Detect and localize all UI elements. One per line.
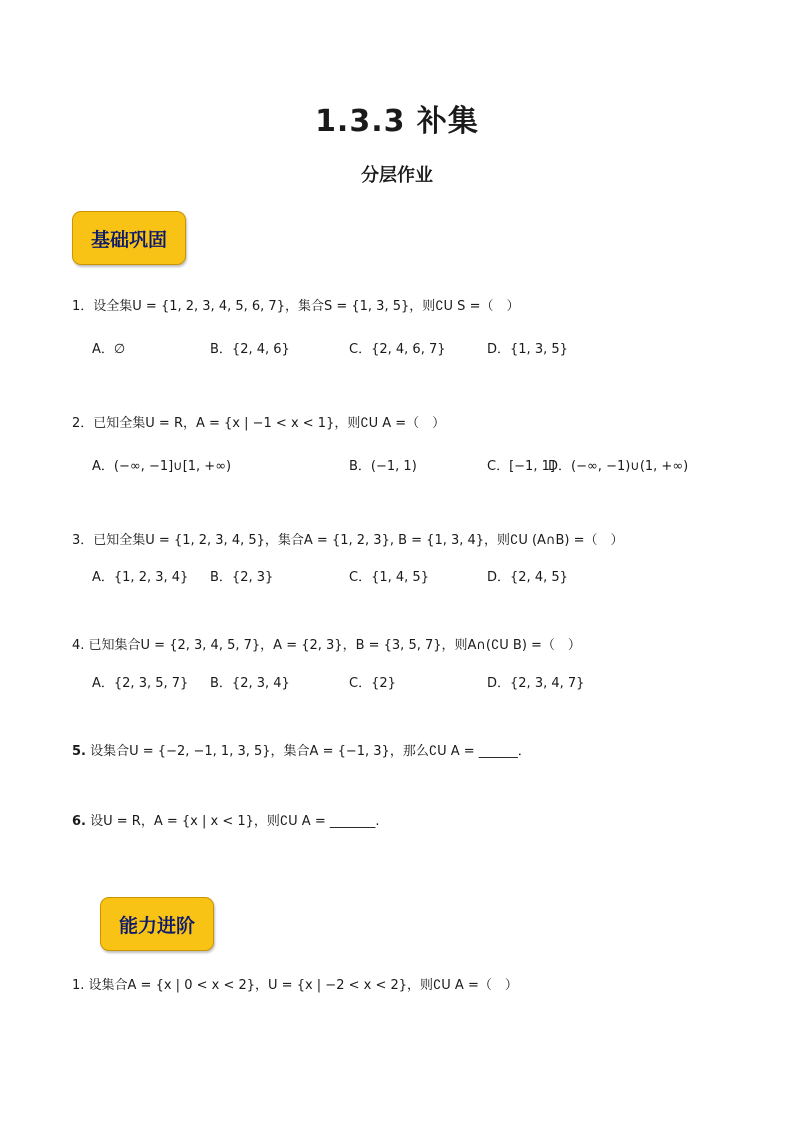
q4-option-c: C．{2} <box>349 676 396 691</box>
q4-option-a: A．{2, 3, 5, 7} <box>92 676 189 691</box>
section-badge-advanced: 能力进阶 <box>100 897 214 951</box>
q2-option-a: A．(−∞, −1]∪[1, +∞) <box>92 459 232 474</box>
question-6 <box>72 810 379 829</box>
q1-option-d: D．{1, 3, 5} <box>487 342 568 357</box>
question-3: 3．已知全集U = {1, 2, 3, 4, 5}，集合A = {1, 2, 3}, B = {1, 3, 4}，则∁U (A∩B) =（ ） <box>72 533 624 548</box>
q2-option-c: C．[−1, 1] <box>487 459 555 474</box>
q4-option-b: B．{2, 3, 4} <box>210 676 290 691</box>
question-1: 1．设全集U = {1, 2, 3, 4, 5, 6, 7}，集合S = {1, 3, 5}，则∁U S =（ ） <box>72 299 520 314</box>
question-5 <box>72 740 531 759</box>
q1-option-a: A．∅ <box>92 342 126 357</box>
question-5-text: 设集合U = {−2, −1, 1, 3, 5}，集合A = {−1, 3}，那么∁U A = ______． <box>90 744 531 759</box>
q3-option-a: A．{1, 2, 3, 4} <box>92 570 189 585</box>
q3-option-d: D．{2, 4, 5} <box>487 570 568 585</box>
page-title: 1.3.3 补集 <box>315 104 479 139</box>
question-2: 2．已知全集U = R，A = {x | −1 < x < 1}，则∁U A =（ ） <box>72 416 446 431</box>
q2-option-d: D．(−∞, −1)∪(1, +∞) <box>548 459 689 474</box>
advanced-question-1: 1. 设集合A = {x | 0 < x < 2}，U = {x | −2 < x < 2}，则∁U A =（ ） <box>72 978 518 993</box>
question-4: 4. 已知集合U = {2, 3, 4, 5, 7}，A = {2, 3}，B = {3, 5, 7}，则A∩(∁U B) =（ ） <box>72 638 581 653</box>
question-5-number: 5. <box>72 744 86 759</box>
question-6-text: 设U = R，A = {x | x < 1}，则∁U A = _______. <box>90 814 380 829</box>
q3-option-c: C．{1, 4, 5} <box>349 570 429 585</box>
q1-option-b: B．{2, 4, 6} <box>210 342 290 357</box>
page-subtitle: 分层作业 <box>361 165 433 186</box>
q4-option-d: D．{2, 3, 4, 7} <box>487 676 585 691</box>
q3-option-b: B．{2, 3} <box>210 570 274 585</box>
question-6-number: 6. <box>72 814 86 829</box>
q2-option-b: B．(−1, 1) <box>349 459 417 474</box>
q1-option-c: C．{2, 4, 6, 7} <box>349 342 446 357</box>
section-badge-basic: 基础巩固 <box>72 211 186 265</box>
